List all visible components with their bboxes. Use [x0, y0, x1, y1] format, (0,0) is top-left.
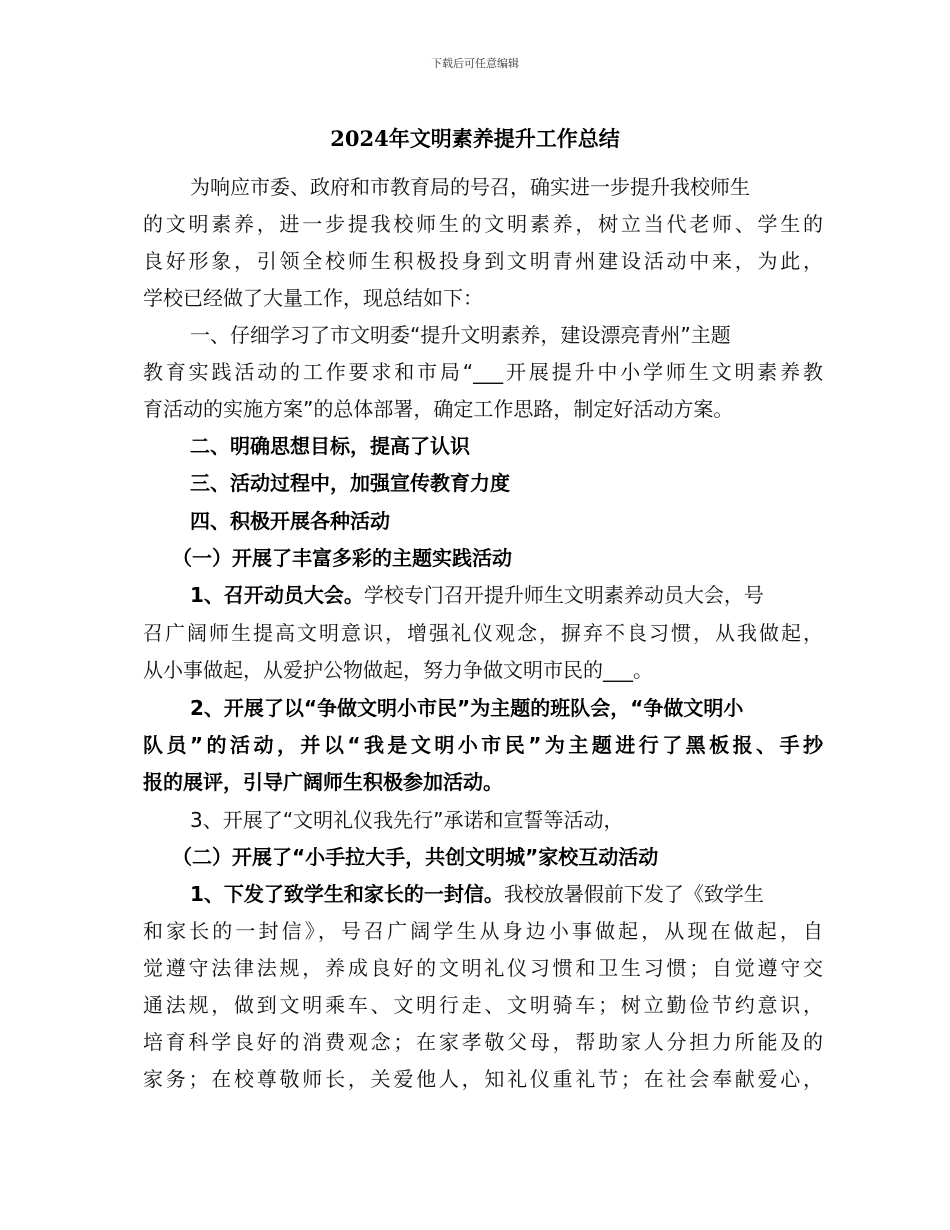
- item-1-line-2: 召广阔师生提高文明意识，增强礼仪观念，摒弃不良习惯，从我做起，: [143, 621, 823, 645]
- item-1-lead: 1、召开动员大会。: [190, 583, 364, 607]
- intro-line-3: 良好形象，引领全校师生积极投身到文明青州建设活动中来，为此，: [143, 249, 823, 273]
- letter-line-3: 觉遵守法律法规，养成良好的文明礼仪习惯和卫生习惯；自觉遵守交: [143, 956, 823, 980]
- section-3-heading: 三、活动过程中，加强宣传教育力度: [190, 471, 510, 495]
- letter-line-2: 和家长的一封信》，号召广阔学生从身边小事做起，从现在做起，自: [143, 919, 823, 943]
- subsection-2-heading: （二）开展了“小手拉大手，共创文明城”家校互动活动: [172, 845, 659, 869]
- section-1-line-3: 育活动的实施方案”的总体部署，确定工作思路，制定好活动方案。: [143, 397, 734, 421]
- section-1-line-1: 一、仔细学习了市文明委“提升文明素养，建设漂亮青州”主题: [190, 323, 731, 347]
- item-2-line-3: 报的展评，引导广阔师生积极参加活动。: [143, 770, 503, 794]
- section-1-line-2: 教育实践活动的工作要求和市局“___开展提升中小学师生文明素养教: [143, 360, 823, 384]
- item-2-line-2: 队员”的活动，并以“我是文明小市民”为主题进行了黑板报、手抄: [143, 733, 823, 757]
- header-note: 下载后可任意编辑: [431, 57, 519, 70]
- document-title: 2024年文明素养提升工作总结: [330, 126, 620, 151]
- intro-line-4: 学校已经做了大量工作，现总结如下：: [143, 286, 483, 310]
- item-1-body: 学校专门召开提升师生文明素养动员大会，号: [363, 583, 764, 607]
- letter-body: 我校放暑假前下发了《致学生: [503, 882, 764, 906]
- section-2-heading: 二、明确思想目标，提高了认识: [190, 434, 470, 458]
- item-1-line-1: [190, 580, 823, 610]
- letter-line-6: 家务；在校尊敬师长，关爱他人，知礼仪重礼节；在社会奉献爱心，: [143, 1067, 823, 1091]
- letter-line-5: 培育科学良好的消费观念；在家孝敬父母，帮助家人分担力所能及的: [143, 1030, 823, 1054]
- item-1-line-3: 从小事做起，从爱护公物做起，努力争做文明市民的___。: [143, 658, 653, 682]
- letter-line-1: [190, 879, 823, 909]
- letter-line-4: 通法规，做到文明乘车、文明行走、文明骑车；树立勤俭节约意识，: [143, 993, 823, 1017]
- intro-line-1: 为响应市委、政府和市教育局的号召，确实进一步提升我校师生: [190, 175, 750, 199]
- letter-lead: 1、下发了致学生和家长的一封信。: [190, 882, 504, 906]
- item-3-line-1: 3、开展了“文明礼仪我先行”承诺和宣誓等活动，: [190, 808, 624, 832]
- intro-line-2: 的文明素养，进一步提我校师生的文明素养，树立当代老师、学生的: [143, 212, 823, 236]
- subsection-1-heading: （一）开展了丰富多彩的主题实践活动: [172, 546, 512, 570]
- section-4-heading: 四、积极开展各种活动: [190, 509, 390, 533]
- item-2-line-1: 2、开展了以“争做文明小市民”为主题的班队会，“争做文明小: [190, 696, 744, 720]
